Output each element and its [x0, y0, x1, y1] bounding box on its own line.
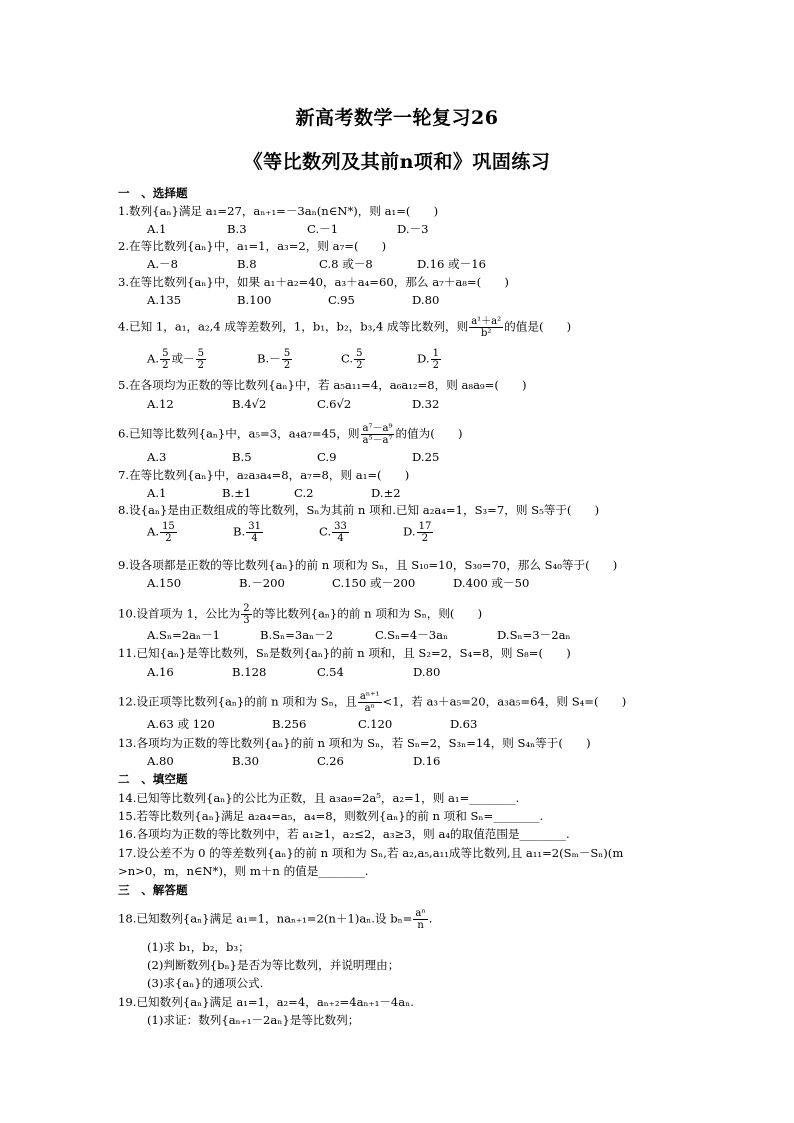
question-11: 11.已知{aₙ}是等比数列，Sₙ是数列{aₙ}的前 n 项和，且 S₂=2，S₄=8，则 S₈=( ) — [118, 646, 571, 660]
question-18-part-1: (1)求 b₁，b₂，b₃； — [147, 940, 250, 954]
fraction — [354, 348, 364, 371]
option: D.32 — [412, 397, 440, 411]
fraction-denominator: 2 — [421, 533, 429, 544]
option: B.5 — [232, 450, 252, 464]
fraction — [196, 348, 206, 371]
fraction-denominator: n — [417, 920, 424, 931]
question-4-options — [147, 348, 442, 371]
question-16: 16.各项均为正数的等比数列中，若 a₁≥1，a₂≤2，a₃≥3，则 a₄的取值范围是________. — [118, 827, 570, 841]
question-1: 1.数列{aₙ}满足 a₁=27，aₙ₊₁=－3aₙ(n∈N*)，则 a₁=( ) — [118, 204, 439, 218]
question-text: 6.已知等比数列{aₙ}中，a₅=3，a₄a₇=45，则 — [118, 426, 360, 441]
option: B.8 — [237, 257, 257, 271]
option: B.－200 — [239, 576, 285, 590]
option — [257, 348, 341, 371]
fraction-numerator: 5 — [356, 348, 363, 359]
fraction — [361, 423, 395, 446]
question-18-part-2: (2)判断数列{bₙ}是否为等比数列，并说明理由； — [147, 958, 400, 972]
fraction-numerator: aⁿ — [415, 908, 426, 919]
question-3: 3.在等比数列{aₙ}中，如果 a₁＋a₂=40，a₃＋a₄=60，那么 a₇＋a₈=( ) — [118, 275, 509, 289]
option: B.100 — [237, 293, 272, 307]
question-8-options — [147, 521, 434, 544]
option-label: A. — [147, 351, 160, 366]
fraction-numerator: 31 — [248, 521, 261, 532]
option: A.1 — [147, 222, 167, 236]
option: C.9 — [317, 450, 337, 464]
question-18 — [118, 908, 432, 931]
option: A.Sₙ=2aₙ－1 — [147, 628, 221, 642]
question-5-options — [147, 397, 439, 411]
option: A.16 — [147, 665, 174, 679]
section-heading-answer: 三 、解答题 — [118, 883, 188, 897]
question-3-options — [147, 293, 439, 307]
option: B.30 — [232, 754, 259, 768]
option: D.－3 — [397, 222, 429, 236]
option: C.Sₙ=4－3aₙ — [375, 628, 449, 642]
option — [233, 521, 319, 544]
question-5: 5.在各项均为正数的等比数列{aₙ}中，若 a₅a₁₁=4，a₆a₁₂=8，则 a₈a₉=( ) — [118, 378, 527, 392]
fraction-denominator: 2 — [432, 360, 439, 371]
option — [319, 521, 403, 544]
option: C.26 — [317, 754, 344, 768]
fraction-numerator: 33 — [334, 521, 347, 532]
fraction-denominator: 2 — [197, 360, 205, 371]
question-text: . — [428, 911, 433, 926]
fraction-denominator: aⁿ — [364, 703, 375, 714]
question-text: 12.设正项等比数列{aₙ}的前 n 项和为 Sₙ，且 — [118, 694, 357, 709]
option: A.63 或 120 — [147, 717, 215, 731]
fraction — [358, 691, 382, 714]
option: A.－8 — [147, 257, 179, 271]
option-label: C. — [319, 524, 332, 539]
option: C.8 或－8 — [319, 257, 373, 271]
option: B.256 — [272, 717, 307, 731]
fraction-numerator: a⁷－a⁹ — [362, 423, 393, 434]
option: B.3 — [227, 222, 247, 236]
fraction-denominator: 3 — [243, 615, 250, 626]
fraction-denominator: 2 — [356, 360, 363, 371]
question-7-options — [147, 486, 401, 500]
question-6 — [118, 423, 462, 446]
question-10 — [118, 603, 482, 626]
question-19: 19.已知数列{aₙ}满足 a₁=1，a₂=4，aₙ₊₂=4aₙ₊₁－4aₙ. — [118, 995, 414, 1009]
question-15: 15.若等比数列{aₙ}满足 a₂a₄=a₅，a₄=8，则数列{aₙ}的前 n 项和 Sₙ=________. — [118, 809, 544, 823]
option-label: D. — [417, 351, 430, 366]
question-text: 的值为( ) — [395, 426, 463, 441]
fraction — [246, 521, 263, 544]
option — [147, 521, 233, 544]
option-label: D. — [403, 524, 416, 539]
question-text: 4.已知 1，a₁，a₂,4 成等差数列，1，b₁，b₂，b₃,4 成等比数列，则 — [118, 319, 469, 334]
fraction — [282, 348, 292, 371]
option: D.25 — [412, 450, 440, 464]
option: D.80 — [413, 665, 441, 679]
option: A.3 — [147, 450, 167, 464]
fraction-denominator: 2 — [283, 360, 291, 371]
question-17-line-1: 17.设公差不为 0 的等差数列{aₙ}的前 n 项和为 Sₙ,若 a₂,a₅,a₁₁成等比数列,且 a₁₁=2(Sₘ－Sₙ)(m — [118, 846, 624, 860]
option — [341, 348, 417, 371]
option: A.150 — [147, 576, 182, 590]
fraction-numerator: 17 — [418, 521, 432, 532]
option: A.135 — [147, 293, 182, 307]
fraction-numerator: 5 — [162, 348, 169, 359]
fraction-numerator: a¹＋a² — [471, 316, 502, 327]
option — [147, 348, 257, 371]
fraction — [160, 348, 170, 371]
fraction-denominator: 2 — [162, 360, 169, 371]
option: B.128 — [232, 665, 267, 679]
option: A.80 — [147, 754, 174, 768]
option: B.Sₙ=3aₙ－2 — [260, 628, 334, 642]
question-text: <1，若 a₃＋a₅=20，a₃a₅=64，则 S₄=( ) — [382, 694, 627, 709]
question-4 — [118, 316, 571, 339]
option: C.54 — [317, 665, 344, 679]
fraction — [332, 521, 349, 544]
fraction — [431, 348, 441, 371]
fraction — [417, 521, 434, 544]
fraction-numerator: 1 — [432, 348, 439, 359]
fraction-denominator: 4 — [251, 533, 258, 544]
fraction-denominator: a⁵－a⁷ — [362, 435, 393, 446]
fraction-denominator: 4 — [337, 533, 344, 544]
question-text: 18.已知数列{aₙ}满足 a₁=1，naₙ₊₁=2(n＋1)aₙ.设 bₙ= — [118, 911, 413, 926]
question-13: 13.各项均为正数的等比数列{aₙ}的前 n 项和为 Sₙ，若 Sₙ=2，S₃ₙ=14，则 S₄ₙ等于( ) — [118, 736, 591, 750]
question-13-options — [147, 754, 440, 768]
fraction-numerator: 2 — [243, 603, 250, 614]
fraction-numerator: 5 — [197, 348, 205, 359]
question-17-line-2: >n>0，m，n∈N*)，则 m＋n 的值是________. — [118, 864, 369, 878]
question-19-part-1: (1)求证：数列{aₙ₊₁－2aₙ}是等比数列； — [147, 1013, 360, 1027]
option: D.80 — [412, 293, 440, 307]
question-10-options — [147, 628, 571, 642]
question-18-part-3: (3)求{aₙ}的通项公式. — [147, 976, 264, 990]
question-12-options — [147, 717, 477, 731]
fraction — [469, 316, 503, 339]
question-2-options — [147, 257, 486, 271]
question-9-options — [147, 576, 529, 590]
option: A.1 — [147, 486, 167, 500]
fraction — [241, 603, 251, 626]
question-12 — [118, 691, 626, 714]
question-1-options — [147, 222, 429, 236]
option: A.12 — [147, 397, 174, 411]
option — [417, 348, 442, 371]
option: C.2 — [294, 486, 314, 500]
question-text: 的等比数列{aₙ}的前 n 项和为 Sₙ，则( ) — [252, 606, 483, 621]
option: B.4√2 — [232, 397, 267, 411]
fraction-numerator: 15 — [162, 521, 175, 532]
fraction-denominator: b² — [480, 328, 492, 339]
option: C.6√2 — [317, 397, 352, 411]
question-7: 7.在等比数列{aₙ}中，a₂a₃a₄=8，a₇=8，则 a₁=( ) — [118, 468, 410, 482]
option-label: B.－ — [257, 351, 281, 366]
question-8: 8.设{aₙ}是由正数组成的等比数列，Sₙ为其前 n 项和.已知 a₂a₄=1，S₃=7，则 S₅等于( ) — [118, 503, 600, 517]
option — [403, 521, 434, 544]
option-label: B. — [233, 524, 246, 539]
question-9: 9.设各项都是正数的等比数列{aₙ}的前 n 项和为 Sₙ，且 S₁₀=10，S₃₀=70，那么 S₄₀等于( ) — [118, 558, 618, 572]
fraction — [160, 521, 177, 544]
question-6-options — [147, 450, 439, 464]
option: D.Sₙ=3－2aₙ — [497, 628, 571, 642]
option: D.16 — [413, 754, 441, 768]
option: D.400 或－50 — [453, 576, 530, 590]
question-14: 14.已知等比数列{aₙ}的公比为正数，且 a₃a₉=2a⁵，a₂=1，则 a₁=________. — [118, 791, 520, 805]
fraction — [413, 908, 427, 931]
option: C.120 — [358, 717, 393, 731]
fraction-denominator: 2 — [165, 533, 172, 544]
option-label: C. — [341, 351, 354, 366]
section-heading-choice: 一 、选择题 — [118, 186, 188, 200]
option: D.16 或－16 — [417, 257, 486, 271]
option-label: 或－ — [171, 351, 195, 366]
option: C.150 或－200 — [332, 576, 416, 590]
question-text: 10.设首项为 1，公比为 — [118, 606, 241, 621]
doc-title: 新高考数学一轮复习26 — [295, 107, 499, 129]
option: C.－1 — [307, 222, 339, 236]
question-text: 的值是( ) — [504, 319, 572, 334]
option: B.±1 — [222, 486, 252, 500]
question-11-options — [147, 665, 440, 679]
fraction-numerator: aⁿ⁺¹ — [359, 691, 380, 702]
option: D.±2 — [371, 486, 401, 500]
option: D.63 — [450, 717, 478, 731]
fraction-numerator: 5 — [283, 348, 291, 359]
section-heading-fill: 二 、填空题 — [118, 772, 188, 786]
doc-subtitle: 《等比数列及其前n项和》巩固练习 — [243, 151, 551, 173]
question-2: 2.在等比数列{aₙ}中，a₁=1，a₃=2，则 a₇=( ) — [118, 239, 387, 253]
option: C.95 — [328, 293, 355, 307]
option-label: A. — [147, 524, 160, 539]
